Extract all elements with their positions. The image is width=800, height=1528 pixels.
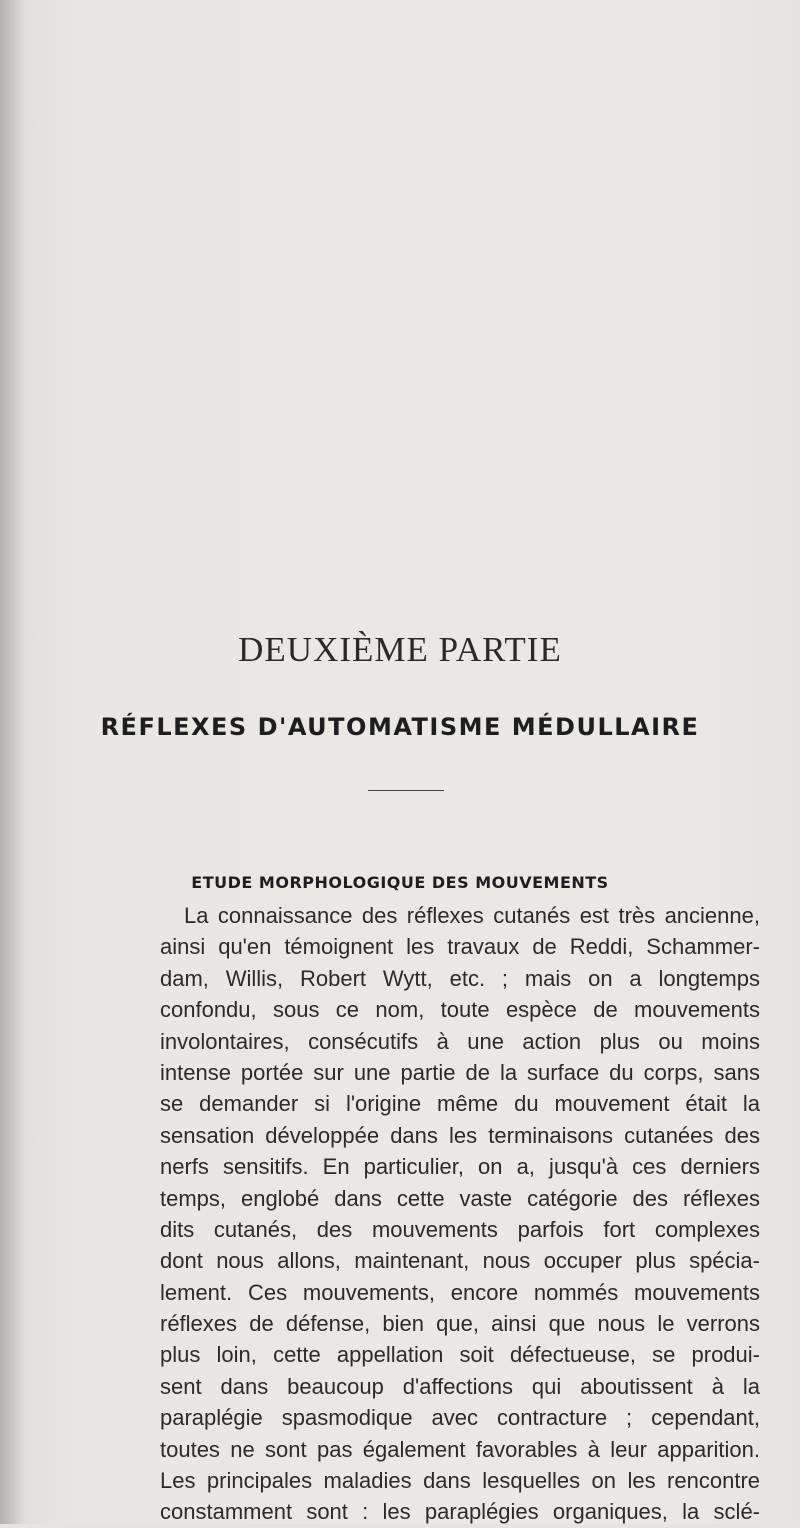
text-line: constamment sont : les paraplégies organiques, la sclé- [160, 1499, 760, 1525]
text-line: involontaires, consécutifs à une action plus ou moins [160, 1028, 760, 1054]
text-line: Les principales maladies dans lesquelles on les rencontre [160, 1468, 760, 1494]
text-line: dont nous allons, maintenant, nous occuper plus spécia- [160, 1248, 760, 1274]
text-line: lement. Ces mouvements, encore nommés mouvements [160, 1279, 760, 1305]
text-line: toutes ne sont pas également favorables à leur apparition. [160, 1436, 760, 1462]
text-line: réflexes de défense, bien que, ainsi que nous le verrons [160, 1311, 760, 1337]
text-line: dits cutanés, des mouvements parfois fort complexes [160, 1216, 760, 1242]
chapter-title: ETUDE MORPHOLOGIQUE DES MOUVEMENTS [191, 873, 609, 892]
text-line: intense portée sur une partie de la surface du corps, sans [160, 1059, 760, 1085]
text-line: paraplégie spasmodique avec contracture ; cependant, [160, 1405, 760, 1431]
section-title: RÉFLEXES D'AUTOMATISME MÉDULLAIRE [100, 713, 700, 741]
text-line: se demander si l'origine même du mouvement était la [160, 1091, 760, 1117]
text-line: confondu, sous ce nom, toute espèce de mouvements [160, 997, 760, 1023]
section-divider [368, 790, 444, 791]
part-title: DEUXIÈME PARTIE [238, 630, 562, 669]
text-line: plus loin, cette appellation soit défectueuse, se produi- [160, 1342, 760, 1368]
text-line: ainsi qu'en témoignent les travaux de Reddi, Schammer- [160, 934, 760, 960]
text-line: La connaissance des réflexes cutanés est très ancienne, [184, 903, 760, 928]
body-paragraph [160, 900, 760, 1528]
text-line: dam, Willis, Robert Wytt, etc. ; mais on a longtemps [160, 965, 760, 991]
text-line: sensation développée dans les terminaisons cutanées des [160, 1122, 760, 1148]
page-edge-shadow [0, 0, 24, 1524]
text-line: sent dans beaucoup d'affections qui aboutissent à la [160, 1373, 760, 1399]
text-line: nerfs sensitifs. En particulier, on a, jusqu'à ces derniers [160, 1154, 760, 1180]
text-line: temps, englobé dans cette vaste catégorie des réflexes [160, 1185, 760, 1211]
